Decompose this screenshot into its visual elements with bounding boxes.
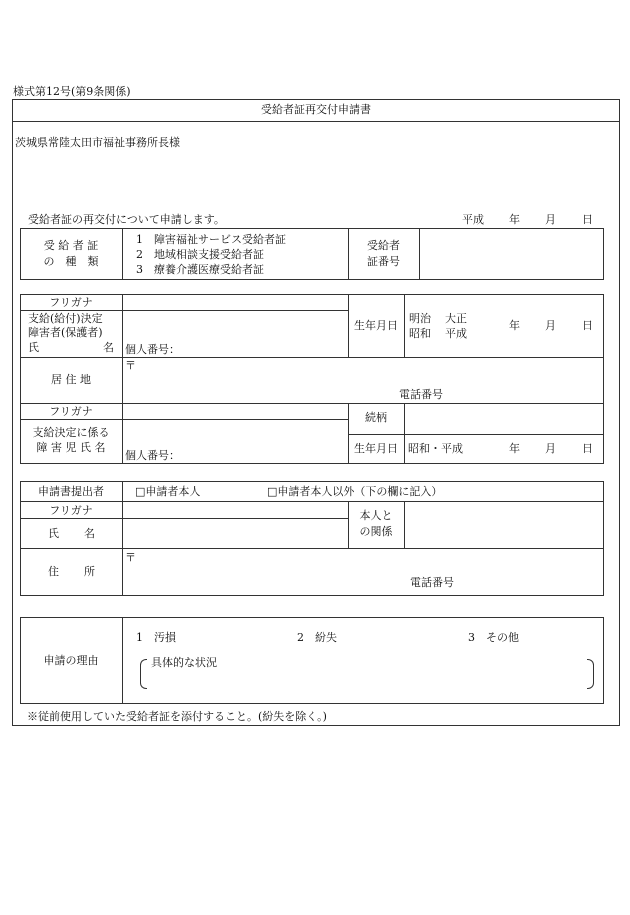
- recipient-label: 支給(給付)決定: [28, 312, 103, 325]
- child-relation-label: 続柄: [365, 411, 387, 424]
- relation-label-2: の関係: [359, 525, 393, 538]
- child-personal-number-label: 個人番号：: [125, 449, 180, 462]
- cert-number-field[interactable]: [420, 229, 603, 279]
- child-furigana-label: フリガナ: [49, 405, 93, 418]
- date-year-label: 年: [509, 213, 520, 226]
- cert-number-label-2: 証番号: [367, 255, 400, 268]
- recipient-phone-label: 電話番号: [399, 388, 443, 401]
- cert-type-label-2: の 種 類: [43, 255, 99, 268]
- cert-type-option: 3 療養介護医療受給者証: [136, 263, 264, 276]
- title-divider: [12, 121, 620, 122]
- relation-label: 本人と: [359, 509, 393, 522]
- relation-field[interactable]: [405, 502, 603, 547]
- era-showa: 昭和: [409, 327, 431, 340]
- recipient-label-3b: 名: [103, 341, 114, 354]
- detail-field[interactable]: [150, 671, 584, 687]
- applicant-address-label-b: 所: [84, 565, 95, 578]
- birth-month-label: 月: [545, 319, 556, 332]
- applicant-phone-label: 電話番号: [410, 576, 454, 589]
- cert-number-label: 受給者: [367, 239, 400, 252]
- divider: [348, 228, 349, 280]
- recipient-address-field[interactable]: [123, 358, 603, 402]
- era-taisho: 大正: [445, 312, 467, 325]
- birth-day-label: 日: [582, 319, 593, 332]
- child-furigana-field[interactable]: [123, 404, 347, 418]
- applicant-furigana-field[interactable]: [123, 502, 347, 517]
- reason-option-soiled[interactable]: 1 汚損: [136, 631, 176, 644]
- form-title: 受給者証再交付申請書: [261, 103, 371, 116]
- applicant-address-field[interactable]: [123, 549, 603, 595]
- reason-label: 申請の理由: [43, 654, 99, 667]
- divider: [348, 501, 349, 548]
- child-birth-month-label: 月: [545, 442, 556, 455]
- recipient-label-3a: 氏: [28, 341, 39, 354]
- form-number: 様式第12号(第9条関係): [13, 85, 131, 98]
- recipient-furigana-label: フリガナ: [49, 296, 93, 309]
- birth-year-label: 年: [509, 319, 520, 332]
- footnote: ※従前使用していた受給者証を添付すること。(紛失を除く。): [27, 710, 327, 723]
- era-meiji: 明治: [409, 312, 431, 325]
- recipient-address-label: 居 住 地: [51, 373, 91, 386]
- child-name-field[interactable]: [123, 420, 347, 463]
- child-label: 支給決定に係る: [32, 426, 110, 439]
- recipient-label-2: 障害者(保護者): [28, 326, 103, 339]
- option-self-checkbox[interactable]: □申請者本人: [135, 485, 201, 498]
- detail-label: 具体的な状況: [151, 656, 217, 669]
- child-birth-year-label: 年: [509, 442, 520, 455]
- child-birth-eras: 昭和・平成: [408, 442, 463, 455]
- applicant-name-field[interactable]: [123, 519, 347, 547]
- bracket-left: [140, 659, 147, 689]
- era-heisei: 平成: [445, 327, 467, 340]
- child-birth-day-label: 日: [582, 442, 593, 455]
- postal-mark: 〒: [125, 359, 136, 372]
- divider: [348, 434, 604, 435]
- applicant-address-label-a: 住: [48, 565, 59, 578]
- date-day-label: 日: [582, 213, 593, 226]
- recipient-name-field[interactable]: [123, 311, 347, 356]
- divider: [122, 617, 123, 704]
- cert-type-option: 2 地域相談支援受給者証: [136, 248, 264, 261]
- request-line: 受給者証の再交付について申請します。: [28, 213, 225, 226]
- recipient-furigana-field[interactable]: [123, 295, 347, 309]
- option-other-checkbox[interactable]: □申請者本人以外（下の欄に記入）: [267, 485, 443, 498]
- child-relation-field[interactable]: [405, 404, 603, 433]
- cert-type-label: 受 給 者 証: [43, 239, 99, 252]
- recipient-birthdate-label: 生年月日: [354, 319, 398, 332]
- recipient-personal-number-label: 個人番号：: [125, 343, 180, 356]
- applicant-name-label-b: 名: [84, 527, 95, 540]
- applicant-furigana-label: フリガナ: [49, 504, 93, 517]
- divider: [122, 228, 123, 280]
- bracket-right: [587, 659, 594, 689]
- addressee: 茨城県常陸太田市福祉事務所長様: [15, 136, 180, 149]
- date-era: 平成: [462, 213, 484, 226]
- child-label-2: 障 害 児 氏 名: [36, 441, 106, 454]
- cert-type-option: 1 障害福祉サービス受給者証: [136, 233, 286, 246]
- date-month-label: 月: [545, 213, 556, 226]
- applicant-postal-mark: 〒: [125, 551, 136, 564]
- divider: [404, 294, 405, 357]
- submitter-label: 申請書提出者: [38, 485, 104, 498]
- reason-option-other[interactable]: 3 その他: [468, 631, 519, 644]
- applicant-name-label-a: 氏: [48, 527, 59, 540]
- reason-option-lost[interactable]: 2 紛失: [297, 631, 337, 644]
- child-birthdate-label: 生年月日: [354, 442, 398, 455]
